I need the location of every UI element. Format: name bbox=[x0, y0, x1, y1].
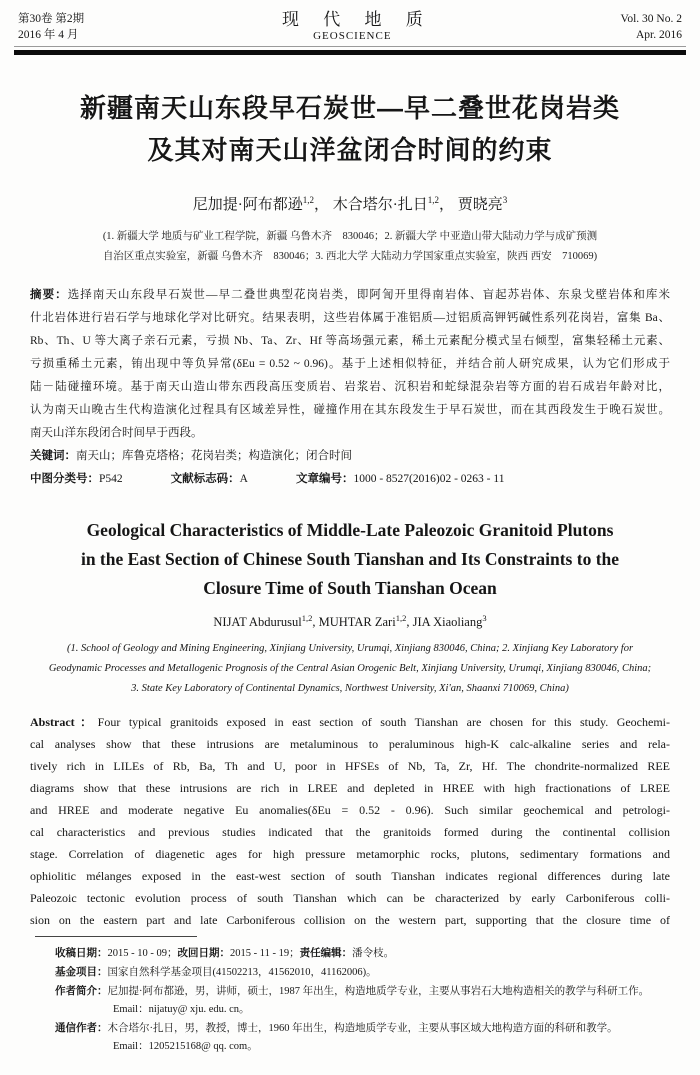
author-cn: 贾晓亮$^3$ bbox=[457, 195, 508, 213]
authors-en bbox=[0, 613, 700, 630]
abstract-en-line: cal analyses show that these intrusions are metaluminous to peraluminous high-K calc-alkaline series and rela- bbox=[30, 737, 670, 752]
abstract-en-line: Abstract：Four typical granitoids exposed in east section of south Tianshan are chosen for this study. Geochemi- bbox=[30, 715, 671, 730]
article-number: 文章编号：1000 - 8527(2016)02 - 0263 - 11 bbox=[295, 473, 505, 485]
abstract-en-line: stage. Correlation of diagenetic ages for high pressure metamorphic rocks, plutons, sedimentary formations and bbox=[30, 847, 670, 862]
author-affil-sup: 1,2 bbox=[302, 195, 314, 205]
footnote-fund: 基金项目：国家自然科学基金项目(41502213，41562010，41162006)。 bbox=[55, 966, 377, 979]
affiliation-en-line2: Geodynamic Processes and Metallogenic Prognosis of the Central Asian Orogenic Belt, Xinjiang University, Urumqi, Xinjiang 830046, China; bbox=[48, 663, 652, 675]
corresponding-label: 通信作者： bbox=[55, 1022, 108, 1035]
editor-label: 责任编辑： bbox=[299, 947, 353, 960]
affiliation-en-line1: (1. School of Geology and Mining Engineering, Xinjiang University, Urumqi, Xinjiang 830046, China; 2. Xinjiang Key Laboratory for bbox=[66, 643, 634, 655]
author-affil-sup: 3 bbox=[502, 195, 508, 205]
author-bio-label: 作者简介： bbox=[55, 985, 108, 998]
header-rule-thick bbox=[14, 50, 686, 55]
author-affil-sup: 1,2 bbox=[395, 613, 407, 623]
abstract-cn-line: 亏损重稀土元素，铕出现中等负异常(δEu = 0.52 ~ 0.96)。基于上述相似特征，并结合前人研究成果，认为它们形成于 bbox=[30, 358, 670, 370]
abstract-cn-line: Rb、Th、U 等大离子亲石元素，亏损 Nb、Ta、Zr、Hf 等高场强元素，稀土元素配分模式呈右倾型，富集轻稀土元素、 bbox=[30, 335, 670, 347]
abstract-cn-line: 认为南天山晚古生代构造演化过程具有区域差异性，碰撞作用在其东段发生于早石炭世，而在其西段发生于晚石炭世。 bbox=[30, 404, 670, 416]
footnote-received: 收稿日期：2015 - 10 - 09；改回日期：2015 - 11 - 19；责任编辑：潘令枝。 bbox=[55, 947, 395, 960]
abstract-cn-line: 什北岩体进行岩石学与地球化学对比研究。结果表明，这些岩体属于准铝质—过铝质高钾钙碱性系列花岗岩，富集 Ba、 bbox=[30, 312, 670, 324]
abstract-en-line: cal characteristics and previous studies indicated that the granitoids formed during the continental collision bbox=[30, 825, 670, 840]
affiliation-cn-line2: 自治区重点实验室，新疆 乌鲁木齐 830046；3. 西北大学 大陆动力学国家重点实验室，陕西 西安 710069) bbox=[102, 251, 598, 262]
article-no-label: 文章编号： bbox=[295, 473, 354, 485]
author-en: MUHTAR Zari$^{1,2}$, bbox=[318, 613, 413, 630]
affiliation-cn-line1: (1. 新疆大学 地质与矿业工程学院，新疆 乌鲁木齐 830046；2. 新疆大学 中亚造山带大陆动力学与成矿预测 bbox=[102, 231, 598, 242]
abstract-en-line: tively rich in LILEs of Rb, Ba, Th and U, poor in HFSEs of Nb, Ta, Zr, Hf. The chondrite-normalized REE bbox=[30, 759, 670, 774]
header-center bbox=[272, 11, 433, 43]
header-left bbox=[18, 11, 84, 43]
volume-issue-cn: 第30卷 第2期 bbox=[18, 13, 85, 25]
received-label: 收稿日期： bbox=[55, 947, 108, 960]
footnote-corresponding-email: Email：1205215168@ qq. com。 bbox=[113, 1041, 258, 1053]
clc-number: 中图分类号：P542 bbox=[30, 473, 123, 485]
article-title-cn-line1: 新疆南天山东段早石炭世—早二叠世花岗岩类 bbox=[79, 93, 620, 123]
doc-code-label: 文献标志码： bbox=[170, 473, 240, 485]
abstract-cn-line: 摘要：选择南天山东段早石炭世—早二叠世典型花岗岩类，即阿訇开里得南岩体、盲起苏岩体、东泉戈壁岩体和库米 bbox=[30, 289, 671, 301]
author-cn: 木合塔尔·扎日$^{1,2}$， bbox=[332, 195, 454, 213]
document-code: 文献标志码：A bbox=[170, 473, 248, 485]
keywords-text: 南天山；库鲁克塔格；花岗岩类；构造演化；闭合时间 bbox=[76, 450, 352, 462]
abstract-en-line: diagrams show that these intrusions are rich in LREE and depleted in HREE with high fractionations of LREE bbox=[30, 781, 670, 796]
abstract-cn bbox=[30, 284, 670, 468]
author-cn: 尼加提·阿布都逊$^{1,2}$， bbox=[192, 195, 329, 213]
abstract-en-line: ophiolitic mélanges exposed in the east-west section of south Tianshan indicates regional differences during late bbox=[30, 869, 670, 884]
affiliation-en-line3: 3. State Key Laboratory of Continental Dynamics, Northwest University, Xi'an, Shaanxi 710069, China) bbox=[131, 683, 569, 695]
author-affil-sup: 3 bbox=[482, 613, 487, 623]
article-title-en bbox=[0, 516, 700, 603]
abstract-cn-label: 摘要： bbox=[30, 289, 68, 301]
keywords-cn bbox=[30, 445, 670, 468]
footnotes bbox=[55, 944, 670, 1056]
article-title-en-line2: in the East Section of Chinese South Tianshan and Its Constraints to the bbox=[80, 549, 620, 569]
authors-cn bbox=[0, 193, 700, 214]
abstract-cn-line: 南天山洋东段闭合时间早于西段。 bbox=[30, 427, 203, 439]
author-en: JIA Xiaoliang$^3$ bbox=[412, 613, 487, 630]
footnote-author-bio: 作者简介：尼加提·阿布都逊，男，讲师，硕士，1987 年出生，构造地质学专业，主要从事岩石大地构造相关的教学与科研工作。 bbox=[55, 985, 650, 998]
header-rule-thin bbox=[14, 46, 686, 47]
clc-label: 中图分类号： bbox=[30, 473, 99, 485]
article-title-en-line1: Geological Characteristics of Middle-Late Paleozoic Granitoid Plutons bbox=[86, 520, 614, 540]
affiliations-cn bbox=[0, 227, 700, 267]
abstract-en-line: sion on the eastern part and late Carboniferous collision on the western part, supporting that the closure time of bbox=[30, 913, 670, 928]
revised-label: 改回日期： bbox=[177, 947, 230, 960]
abstract-en-label: Abstract： bbox=[30, 715, 98, 730]
abstract-en-line: and HREE and moderate negative Eu anomalies(δEu = 0.52 - 0.96). Such similar geochemical and petrologi- bbox=[30, 803, 670, 818]
date-en: Apr. 2016 bbox=[635, 29, 682, 41]
author-affil-sup: 1,2 bbox=[301, 613, 313, 623]
journal-name-en: GEOSCIENCE bbox=[313, 30, 392, 42]
journal-name-cn: 现 代 地 质 bbox=[281, 10, 433, 29]
article-title-cn-line2: 及其对南天山洋盆闭合时间的约束 bbox=[147, 135, 553, 165]
article-title-en-line3: Closure Time of South Tianshan Ocean bbox=[203, 578, 497, 598]
footnote-corresponding: 通信作者：木合塔尔·扎日，男，教授，博士，1960 年出生，构造地质学专业，主要从事区域大地构造方面的科研和教学。 bbox=[55, 1022, 618, 1035]
footnote-separator bbox=[35, 936, 197, 937]
author-affil-sup: 1,2 bbox=[427, 195, 439, 205]
affiliations-en bbox=[0, 639, 700, 699]
volume-issue-en: Vol. 30 No. 2 bbox=[620, 13, 682, 25]
footnote-author-email: Email：nijatuy@ xju. edu. cn。 bbox=[113, 1004, 250, 1016]
author-en: NIJAT Abdurusul$^{1,2}$, bbox=[213, 613, 319, 630]
journal-header bbox=[0, 0, 700, 43]
abstract-cn-line: 陆－陆碰撞环境。基于南天山造山带东西段高压变质岩、岩浆岩、沉积岩和蛇绿混杂岩等方面的岩石成岩年龄对比， bbox=[30, 381, 670, 393]
header-right bbox=[621, 11, 682, 43]
fund-label: 基金项目： bbox=[55, 966, 108, 979]
keywords-label: 关键词： bbox=[30, 450, 76, 462]
abstract-en-line: Paleozoic tectonic evolution process of south Tianshan which can be characterized by early Carboniferous colli- bbox=[30, 891, 670, 906]
article-title-cn bbox=[0, 87, 700, 171]
abstract-en bbox=[30, 711, 670, 931]
classification-row bbox=[30, 468, 670, 491]
date-cn: 2016 年 4 月 bbox=[18, 29, 79, 41]
